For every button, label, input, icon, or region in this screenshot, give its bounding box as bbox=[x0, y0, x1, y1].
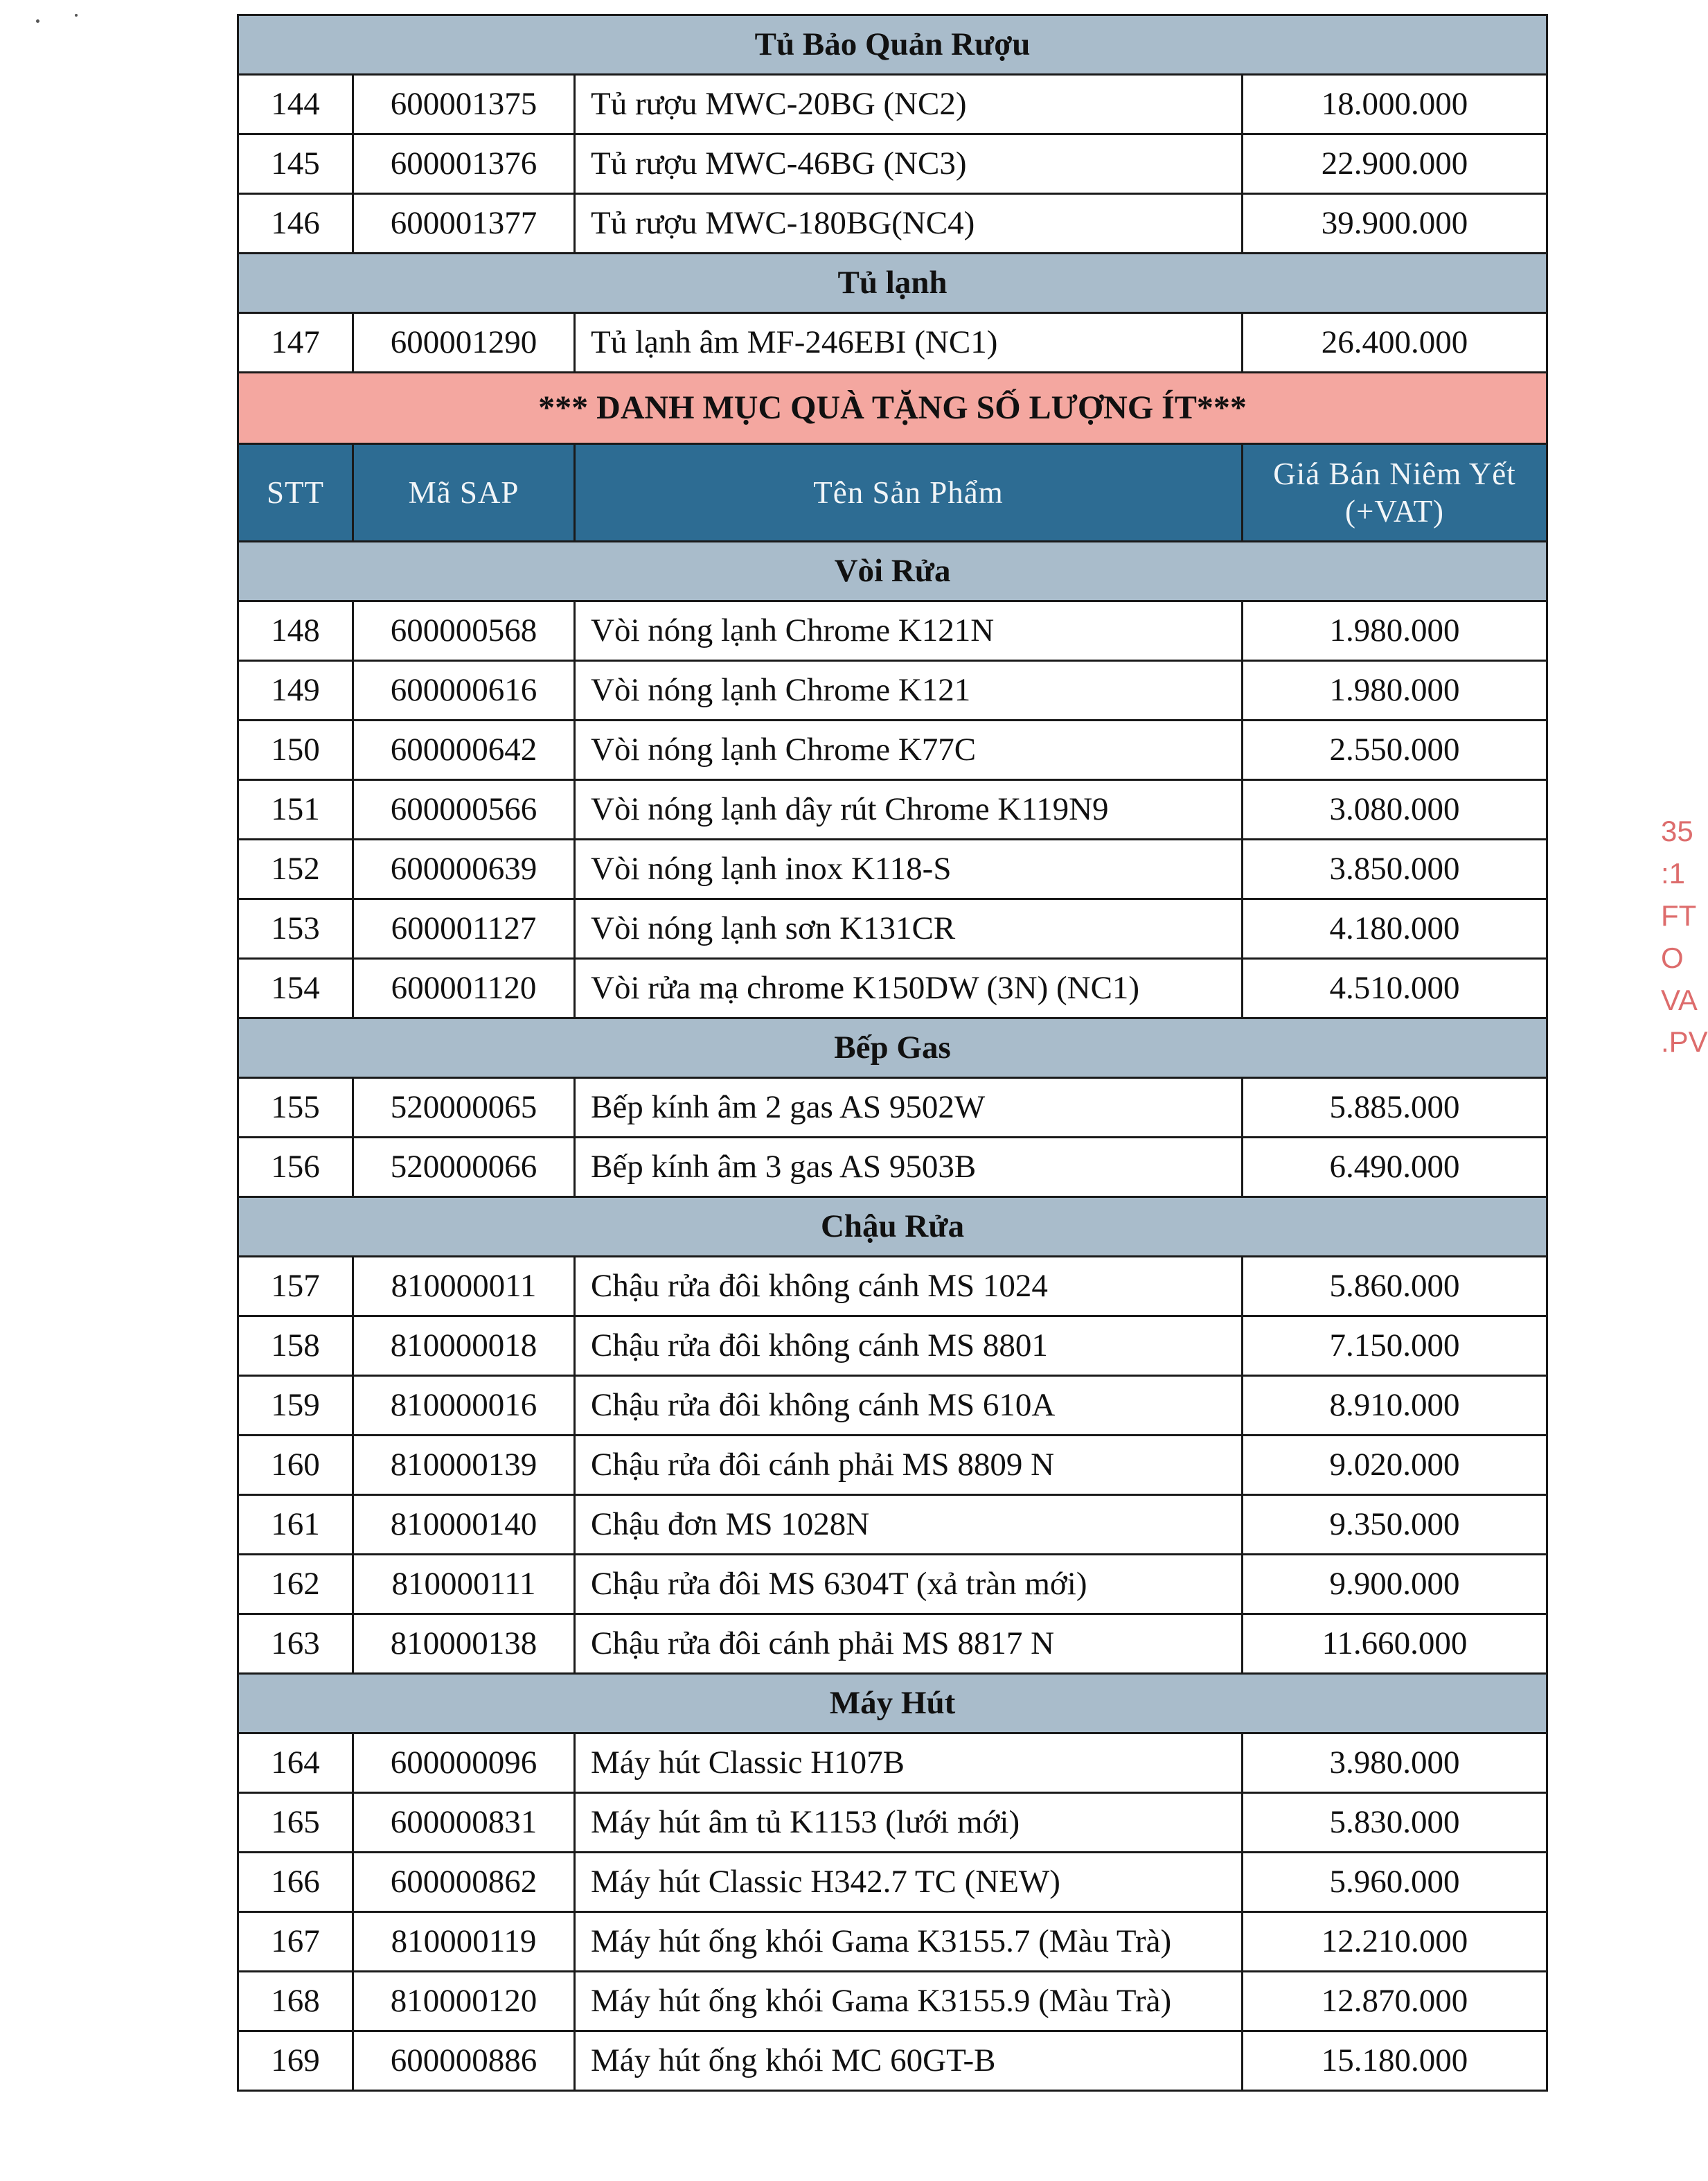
section-title: Tủ lạnh bbox=[238, 254, 1547, 313]
row-stt: 160 bbox=[238, 1436, 353, 1495]
red-stamp-fragment bbox=[1661, 811, 1708, 1115]
row-price: 39.900.000 bbox=[1243, 194, 1547, 254]
table-row bbox=[238, 1972, 1547, 2031]
row-price: 2.550.000 bbox=[1243, 721, 1547, 780]
row-product-name: Máy hút Classic H342.7 TC (NEW) bbox=[575, 1853, 1243, 1912]
table-row bbox=[238, 601, 1547, 661]
row-price: 1.980.000 bbox=[1243, 601, 1547, 661]
section-header-row bbox=[238, 542, 1547, 601]
section-title: Máy Hút bbox=[238, 1674, 1547, 1733]
row-sap-code: 600001375 bbox=[353, 75, 575, 134]
row-stt: 156 bbox=[238, 1138, 353, 1197]
row-price: 1.980.000 bbox=[1243, 661, 1547, 721]
row-product-name: Vòi rửa mạ chrome K150DW (3N) (NC1) bbox=[575, 959, 1243, 1018]
table-row bbox=[238, 75, 1547, 134]
row-product-name: Chậu đơn MS 1028N bbox=[575, 1495, 1243, 1555]
row-stt: 144 bbox=[238, 75, 353, 134]
row-sap-code: 600000639 bbox=[353, 840, 575, 899]
table-row bbox=[238, 840, 1547, 899]
row-product-name: Vòi nóng lạnh sơn K131CR bbox=[575, 899, 1243, 959]
row-price: 3.980.000 bbox=[1243, 1733, 1547, 1793]
scan-speck bbox=[75, 14, 78, 17]
row-price: 12.870.000 bbox=[1243, 1972, 1547, 2031]
row-sap-code: 600000831 bbox=[353, 1793, 575, 1853]
table-row bbox=[238, 1793, 1547, 1853]
row-stt: 164 bbox=[238, 1733, 353, 1793]
row-product-name: Bếp kính âm 3 gas AS 9503B bbox=[575, 1138, 1243, 1197]
row-sap-code: 600000096 bbox=[353, 1733, 575, 1793]
row-price: 5.860.000 bbox=[1243, 1257, 1547, 1316]
table-row bbox=[238, 1495, 1547, 1555]
row-sap-code: 810000139 bbox=[353, 1436, 575, 1495]
row-price: 9.900.000 bbox=[1243, 1555, 1547, 1614]
banner-title: *** DANH MỤC QUÀ TẶNG SỐ LƯỢNG ÍT*** bbox=[238, 373, 1547, 444]
row-product-name: Vòi nóng lạnh dây rút Chrome K119N9 bbox=[575, 780, 1243, 840]
table-row bbox=[238, 313, 1547, 373]
row-stt: 154 bbox=[238, 959, 353, 1018]
row-sap-code: 810000111 bbox=[353, 1555, 575, 1614]
row-product-name: Vòi nóng lạnh Chrome K121N bbox=[575, 601, 1243, 661]
column-header-stt: STT bbox=[238, 444, 353, 542]
row-stt: 149 bbox=[238, 661, 353, 721]
column-header-name: Tên Sản Phẩm bbox=[575, 444, 1243, 542]
price-list-table bbox=[237, 14, 1548, 2092]
row-product-name: Chậu rửa đôi không cánh MS 1024 bbox=[575, 1257, 1243, 1316]
row-product-name: Chậu rửa đôi cánh phải MS 8809 N bbox=[575, 1436, 1243, 1495]
row-price: 18.000.000 bbox=[1243, 75, 1547, 134]
row-price: 3.850.000 bbox=[1243, 840, 1547, 899]
row-sap-code: 600000566 bbox=[353, 780, 575, 840]
section-header-row bbox=[238, 1197, 1547, 1257]
row-product-name: Máy hút âm tủ K1153 (lưới mới) bbox=[575, 1793, 1243, 1853]
row-price: 3.080.000 bbox=[1243, 780, 1547, 840]
row-product-name: Chậu rửa đôi MS 6304T (xả tràn mới) bbox=[575, 1555, 1243, 1614]
table-row bbox=[238, 1078, 1547, 1138]
row-sap-code: 600000568 bbox=[353, 601, 575, 661]
table-row bbox=[238, 959, 1547, 1018]
row-price: 22.900.000 bbox=[1243, 134, 1547, 194]
row-sap-code: 810000120 bbox=[353, 1972, 575, 2031]
row-price: 7.150.000 bbox=[1243, 1316, 1547, 1376]
table-row bbox=[238, 1555, 1547, 1614]
column-header-sap: Mã SAP bbox=[353, 444, 575, 542]
row-price: 12.210.000 bbox=[1243, 1912, 1547, 1972]
row-price: 8.910.000 bbox=[1243, 1376, 1547, 1436]
row-price: 5.885.000 bbox=[1243, 1078, 1547, 1138]
section-title: Vòi Rửa bbox=[238, 542, 1547, 601]
section-header-row bbox=[238, 254, 1547, 313]
section-title: Chậu Rửa bbox=[238, 1197, 1547, 1257]
section-title: Bếp Gas bbox=[238, 1018, 1547, 1078]
row-product-name: Vòi nóng lạnh inox K118-S bbox=[575, 840, 1243, 899]
table-row bbox=[238, 2031, 1547, 2091]
row-product-name: Tủ rượu MWC-20BG (NC2) bbox=[575, 75, 1243, 134]
row-stt: 168 bbox=[238, 1972, 353, 2031]
row-product-name: Chậu rửa đôi không cánh MS 8801 bbox=[575, 1316, 1243, 1376]
row-stt: 163 bbox=[238, 1614, 353, 1674]
row-stt: 169 bbox=[238, 2031, 353, 2091]
row-sap-code: 600000862 bbox=[353, 1853, 575, 1912]
row-stt: 158 bbox=[238, 1316, 353, 1376]
row-price: 9.350.000 bbox=[1243, 1495, 1547, 1555]
section-header-row bbox=[238, 1018, 1547, 1078]
table-row bbox=[238, 194, 1547, 254]
row-sap-code: 810000140 bbox=[353, 1495, 575, 1555]
row-stt: 147 bbox=[238, 313, 353, 373]
row-price: 5.830.000 bbox=[1243, 1793, 1547, 1853]
column-header-price: Giá Bán Niêm Yết (+VAT) bbox=[1243, 444, 1547, 542]
row-product-name: Máy hút ống khói MC 60GT-B bbox=[575, 2031, 1243, 2091]
row-product-name: Chậu rửa đôi cánh phải MS 8817 N bbox=[575, 1614, 1243, 1674]
row-product-name: Máy hút ống khói Gama K3155.9 (Màu Trà) bbox=[575, 1972, 1243, 2031]
row-sap-code: 810000018 bbox=[353, 1316, 575, 1376]
row-product-name: Vòi nóng lạnh Chrome K121 bbox=[575, 661, 1243, 721]
row-product-name: Chậu rửa đôi không cánh MS 610A bbox=[575, 1376, 1243, 1436]
row-price: 9.020.000 bbox=[1243, 1436, 1547, 1495]
row-stt: 145 bbox=[238, 134, 353, 194]
row-stt: 153 bbox=[238, 899, 353, 959]
row-sap-code: 810000119 bbox=[353, 1912, 575, 1972]
table-row bbox=[238, 1138, 1547, 1197]
table-row bbox=[238, 1376, 1547, 1436]
row-stt: 165 bbox=[238, 1793, 353, 1853]
row-price: 11.660.000 bbox=[1243, 1614, 1547, 1674]
row-price: 4.180.000 bbox=[1243, 899, 1547, 959]
row-sap-code: 600001120 bbox=[353, 959, 575, 1018]
row-stt: 159 bbox=[238, 1376, 353, 1436]
row-sap-code: 600001377 bbox=[353, 194, 575, 254]
table-row bbox=[238, 721, 1547, 780]
row-sap-code: 600001127 bbox=[353, 899, 575, 959]
table-row bbox=[238, 899, 1547, 959]
row-product-name: Bếp kính âm 2 gas AS 9502W bbox=[575, 1078, 1243, 1138]
row-price: 26.400.000 bbox=[1243, 313, 1547, 373]
table-row bbox=[238, 1614, 1547, 1674]
column-header-row bbox=[238, 444, 1547, 542]
row-stt: 150 bbox=[238, 721, 353, 780]
row-price: 5.960.000 bbox=[1243, 1853, 1547, 1912]
row-price: 6.490.000 bbox=[1243, 1138, 1547, 1197]
section-title: Tủ Bảo Quản Rượu bbox=[238, 15, 1547, 75]
row-stt: 148 bbox=[238, 601, 353, 661]
row-stt: 167 bbox=[238, 1912, 353, 1972]
row-sap-code: 600001376 bbox=[353, 134, 575, 194]
table-row bbox=[238, 1912, 1547, 1972]
table-row bbox=[238, 1257, 1547, 1316]
row-stt: 162 bbox=[238, 1555, 353, 1614]
row-stt: 152 bbox=[238, 840, 353, 899]
table-row bbox=[238, 780, 1547, 840]
row-product-name: Máy hút Classic H107B bbox=[575, 1733, 1243, 1793]
row-sap-code: 520000066 bbox=[353, 1138, 575, 1197]
section-header-row bbox=[238, 1674, 1547, 1733]
table-row bbox=[238, 1733, 1547, 1793]
row-stt: 151 bbox=[238, 780, 353, 840]
row-product-name: Tủ rượu MWC-46BG (NC3) bbox=[575, 134, 1243, 194]
row-stt: 161 bbox=[238, 1495, 353, 1555]
row-product-name: Tủ rượu MWC-180BG(NC4) bbox=[575, 194, 1243, 254]
row-stt: 166 bbox=[238, 1853, 353, 1912]
row-product-name: Máy hút ống khói Gama K3155.7 (Màu Trà) bbox=[575, 1912, 1243, 1972]
row-stt: 146 bbox=[238, 194, 353, 254]
row-stt: 157 bbox=[238, 1257, 353, 1316]
row-sap-code: 810000011 bbox=[353, 1257, 575, 1316]
row-product-name: Tủ lạnh âm MF-246EBI (NC1) bbox=[575, 313, 1243, 373]
section-header-row bbox=[238, 15, 1547, 75]
row-price: 4.510.000 bbox=[1243, 959, 1547, 1018]
row-price: 15.180.000 bbox=[1243, 2031, 1547, 2091]
table-row bbox=[238, 134, 1547, 194]
table-row bbox=[238, 1853, 1547, 1912]
price-list-body bbox=[238, 15, 1547, 2091]
scan-speck bbox=[36, 19, 39, 23]
row-sap-code: 810000138 bbox=[353, 1614, 575, 1674]
table-row bbox=[238, 661, 1547, 721]
row-sap-code: 810000016 bbox=[353, 1376, 575, 1436]
row-sap-code: 520000065 bbox=[353, 1078, 575, 1138]
row-sap-code: 600000642 bbox=[353, 721, 575, 780]
table-row bbox=[238, 1436, 1547, 1495]
row-sap-code: 600000616 bbox=[353, 661, 575, 721]
row-stt: 155 bbox=[238, 1078, 353, 1138]
row-product-name: Vòi nóng lạnh Chrome K77C bbox=[575, 721, 1243, 780]
row-sap-code: 600001290 bbox=[353, 313, 575, 373]
table-row bbox=[238, 1316, 1547, 1376]
banner-row bbox=[238, 373, 1547, 444]
row-sap-code: 600000886 bbox=[353, 2031, 575, 2091]
stamp-text: 35 :1 FT O VA .PV bbox=[1661, 815, 1708, 1059]
